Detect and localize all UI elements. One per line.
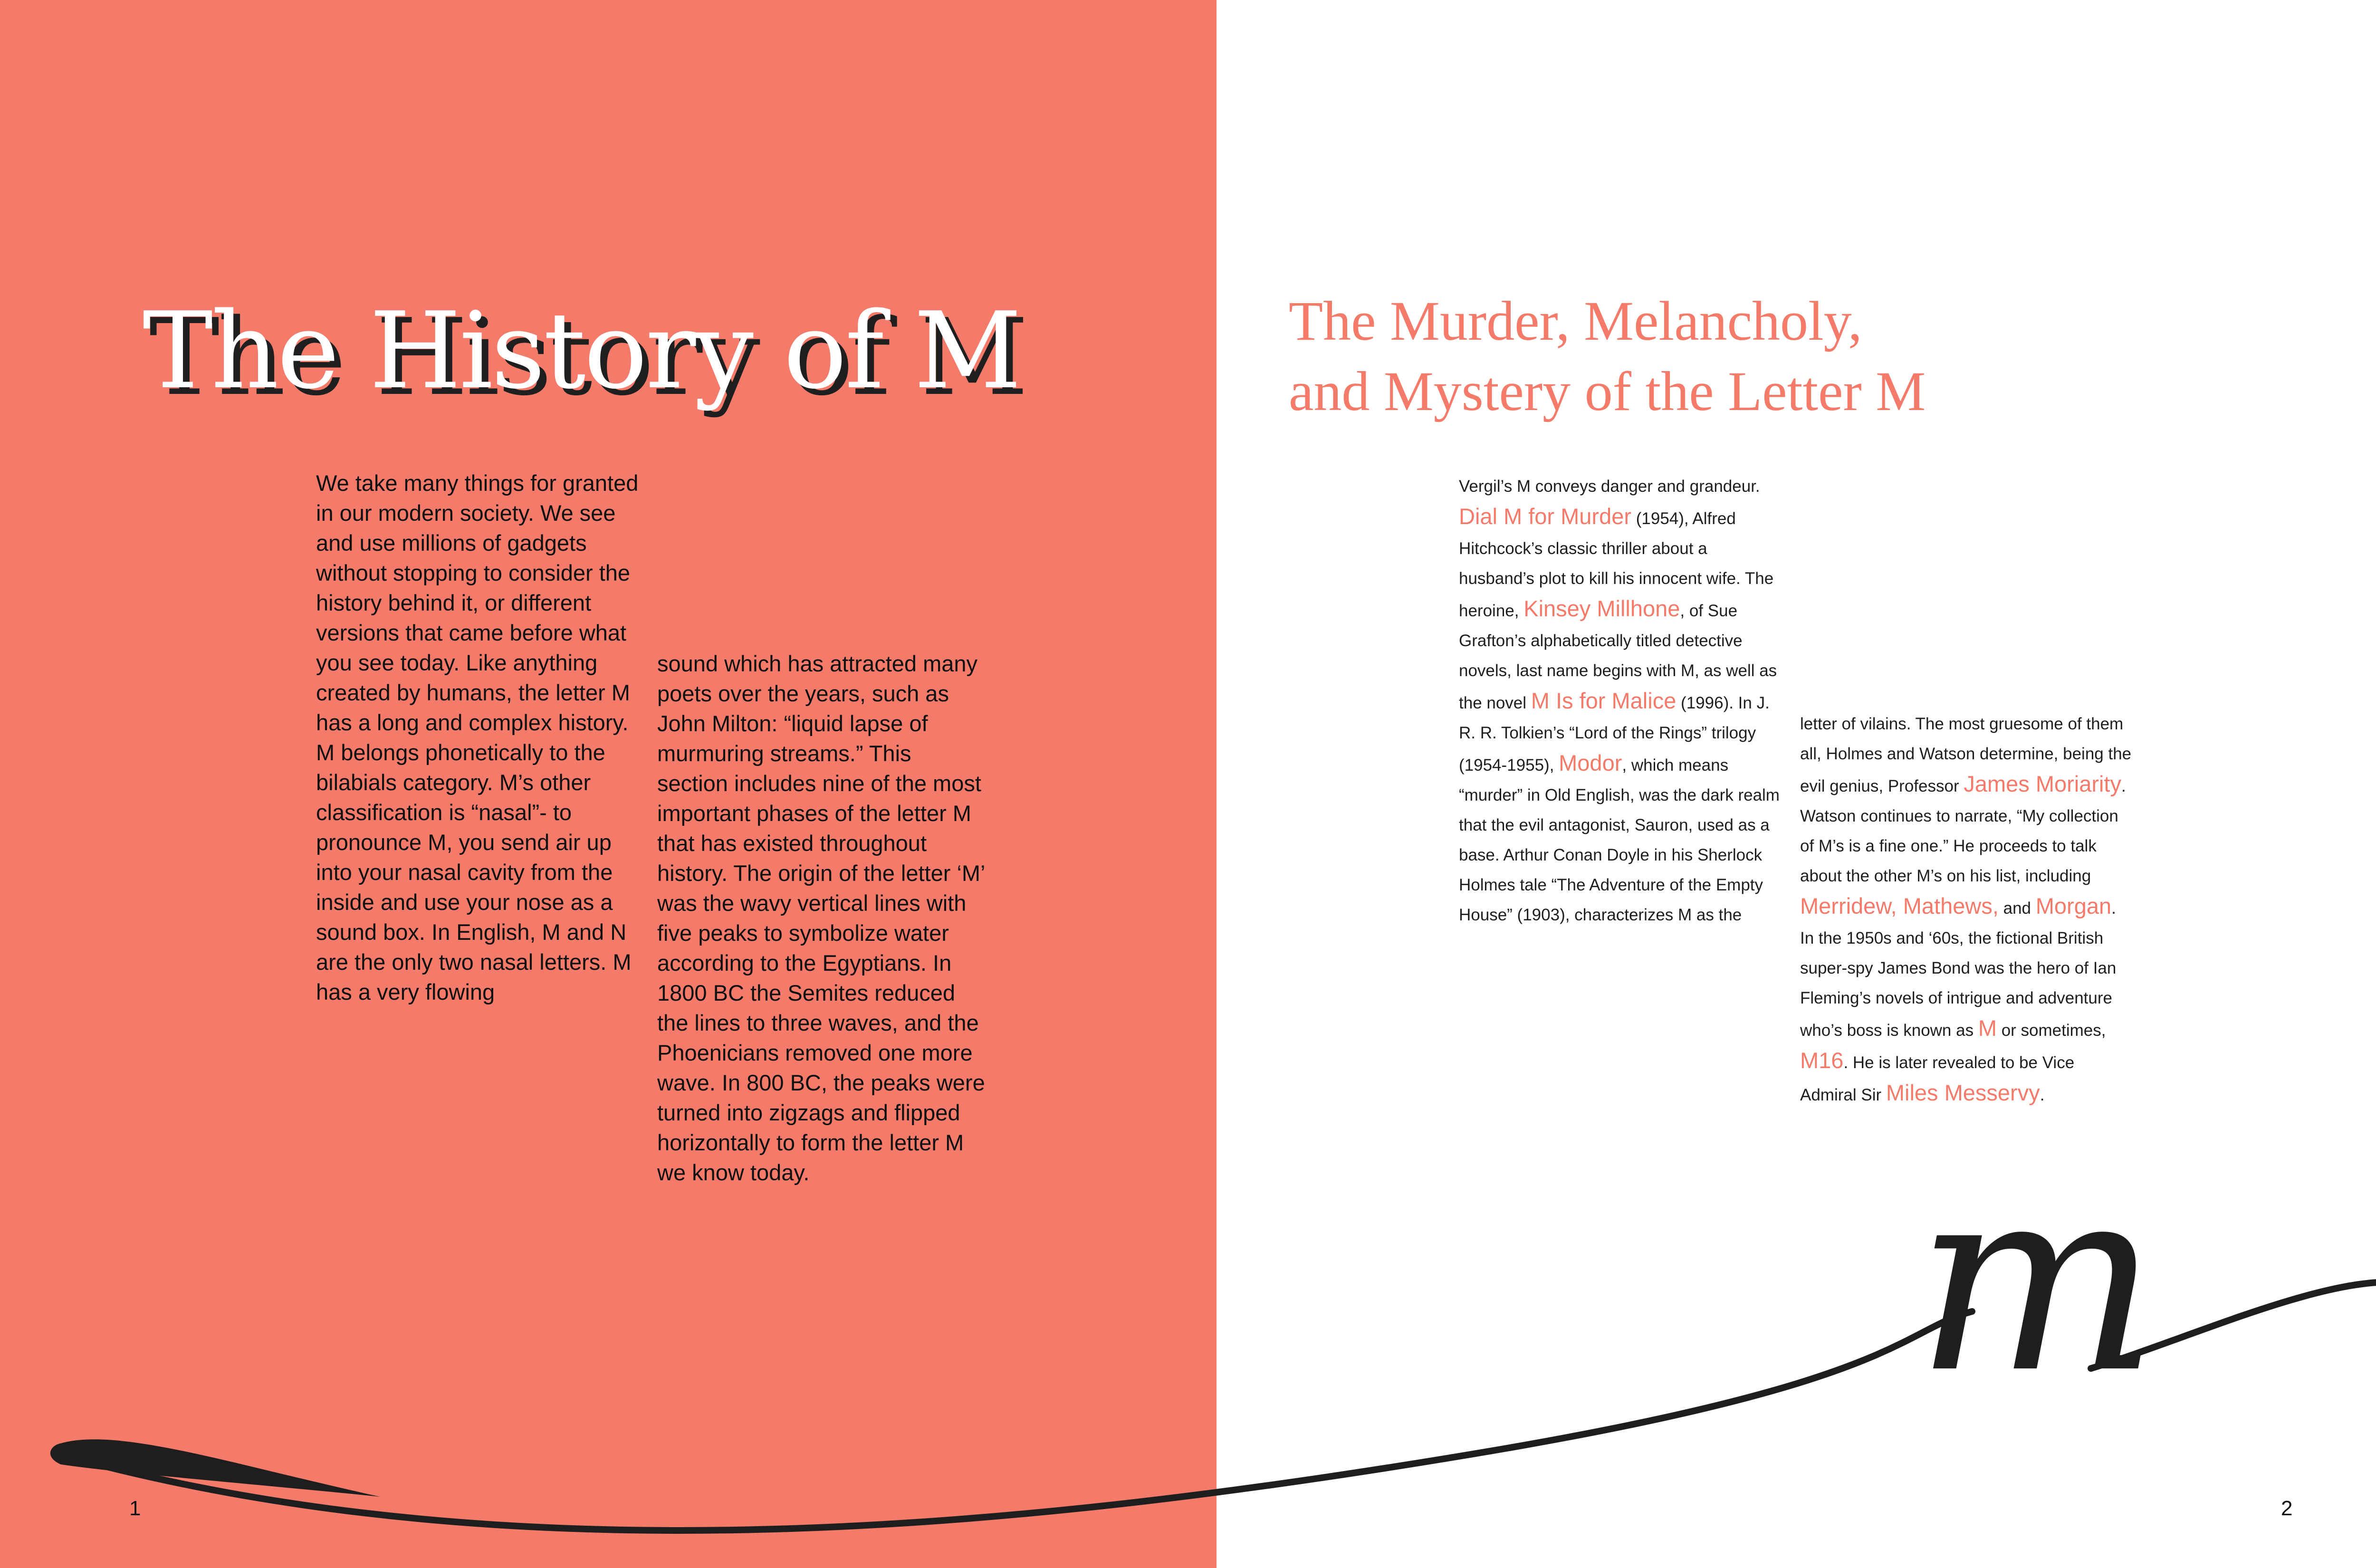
highlight-title: M Is for Malice	[1531, 688, 1677, 713]
body-text: . Watson continues to narrate, “My collection of M’s is a fine one.” He proceeds to talk about the other M’s on his list, including	[1800, 777, 2126, 885]
swoosh-stroke	[62, 1311, 1972, 1530]
highlight-title: M16	[1800, 1048, 1844, 1073]
body-text: . He is later revealed to be Vice Admiral Sir	[1800, 1053, 2075, 1104]
left-page-column-1: We take many things for granted in our modern society. We see and use millions of gadgets without stopping to consider the history behind it, or different versions that came before what you see today. Like anything created by humans, the letter M has a long and complex history. M belongs phonetically to the bilabials category. M’s other classification is “nasal”- to pronounce M, you send air up into your nasal cavity from the inside and use your nose as a sound box. In English, M and N are the only two nasal letters. M has a very flowing	[316, 470, 639, 1004]
body-text: (1954), Alfred Hitchcock’s classic thriller about a husband’s plot to kill his innocent wife. The heroine,	[1459, 509, 1774, 620]
body-text: . In the 1950s and ‘60s, the fictional British super-spy James Bond was the hero of Ian Fleming’s novels of intrigue and adventure who’s boss is known as	[1800, 899, 2117, 1040]
body-text: , which means “murder” in Old English, was the dark realm that the evil antagonist, Sauron, used as a base. Arthur Conan Doyle in his Sherlock Holmes tale “The Adventure of the Empty House” (1903), characterizes M as the	[1459, 756, 1780, 924]
highlight-title: Kinsey Millhone	[1523, 596, 1680, 621]
script-m-letter: m	[1915, 1131, 2159, 1429]
body-text: and	[1998, 899, 2036, 918]
body-text: (1996). In J. R. R. Tolkien’s “Lord of the Rings” trilogy (1954-1955),	[1459, 694, 1770, 774]
body-text: or sometimes,	[1996, 1021, 2106, 1040]
page-number-left: 1	[129, 1497, 141, 1520]
highlight-title: M	[1978, 1015, 1997, 1041]
body-text: letter of vilains. The most gruesome of them all, Holmes and Watson determine, being the evil genius, Professor	[1800, 715, 2132, 795]
right-page-title-line-1: The Murder, Melancholy,	[1289, 290, 1862, 352]
page-number-right: 2	[2281, 1497, 2293, 1520]
highlight-title: Dial M for Murder	[1459, 504, 1632, 529]
highlight-title: Miles Messervy	[1886, 1080, 2040, 1105]
highlight-title: James Moriarity	[1964, 771, 2121, 796]
highlight-title: Modor	[1559, 750, 1622, 775]
body-text: , of Sue Grafton’s alphabetically titled detective novels, last name begins with M, as well as the novel	[1459, 602, 1777, 712]
right-page-title-line-2: and Mystery of the Letter M	[1289, 360, 1926, 422]
left-page-title: The History of M	[143, 290, 1020, 412]
body-text: Vergil’s M conveys danger and grandeur.	[1459, 477, 1760, 496]
highlight-title: Morgan	[2035, 893, 2112, 918]
body-text: .	[2040, 1086, 2045, 1104]
left-page-column-2: sound which has attracted many poets over the years, such as John Milton: “liquid lapse of murmuring streams.” This section includes nine of the most important phases of the letter M that has existed throughout history. The origin of the letter ‘M’ was the wavy vertical lines with five peaks to symbolize water according to the Egyptians. In 1800 BC the Semites reduced the lines to three waves, and the Phoenicians removed one more wave. In 800 BC, the peaks were turned into zigzags and flipped horizontally to form the letter M we know today.	[657, 651, 985, 1185]
highlight-title: Merridew, Mathews,	[1800, 893, 1999, 918]
